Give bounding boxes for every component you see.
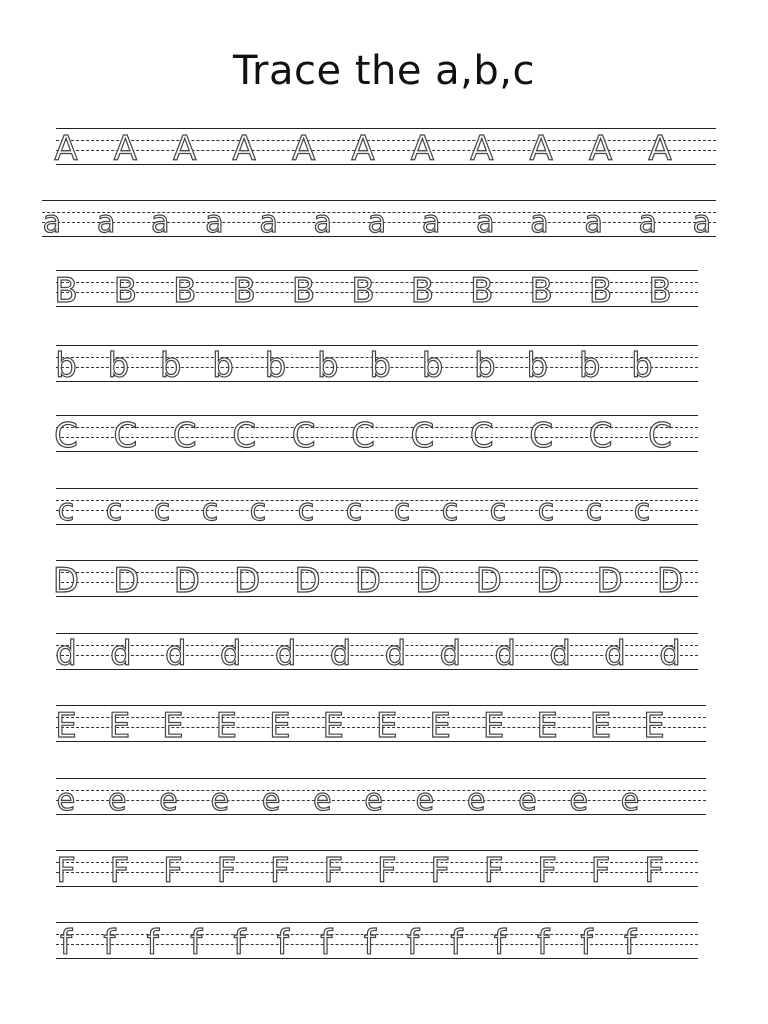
trace-letter-B: B [291, 270, 316, 311]
trace-letter-C: C [351, 415, 375, 456]
trace-letter-C: C [410, 415, 435, 456]
tracing-row-A [56, 128, 716, 198]
trace-letter-B: B [648, 270, 672, 311]
guide-line [56, 140, 716, 141]
trace-letter-a: a [692, 204, 712, 240]
trace-letter-b: b [578, 345, 601, 386]
trace-letter-a: a [151, 204, 170, 240]
trace-letter-c: c [297, 492, 315, 528]
trace-letter-E: E [269, 705, 291, 746]
trace-letter-d: d [494, 633, 517, 674]
guide-line [56, 488, 698, 489]
trace-letter-b: b [421, 345, 444, 386]
trace-letter-f: f [450, 922, 463, 963]
trace-letter-d: d [549, 633, 571, 674]
trace-letter-B: B [410, 270, 435, 311]
trace-letter-e: e [159, 782, 178, 818]
trace-letter-F: F [590, 850, 611, 891]
trace-letter-D: D [536, 560, 563, 601]
trace-letter-D: D [596, 560, 623, 601]
guide-line [56, 633, 698, 634]
trace-letter-E: E [429, 705, 451, 746]
trace-letter-C: C [529, 415, 554, 456]
trace-letter-B: B [173, 270, 197, 311]
trace-letter-A: A [351, 128, 375, 169]
trace-letter-c: c [489, 492, 507, 528]
trace-letter-c: c [537, 492, 555, 528]
trace-letter-a: a [421, 204, 441, 240]
trace-letter-c: c [633, 492, 651, 528]
trace-letter-E: E [482, 705, 505, 746]
trace-letter-A: A [648, 128, 672, 169]
trace-letter-F: F [430, 850, 450, 891]
trace-letter-a: a [96, 204, 116, 240]
trace-letter-f: f [60, 922, 72, 963]
trace-letter-c: c [441, 492, 459, 528]
trace-letter-c: c [153, 492, 171, 528]
trace-letter-e: e [620, 782, 640, 818]
trace-letter-A: A [173, 128, 197, 169]
trace-letter-f: f [103, 922, 116, 963]
trace-letter-e: e [108, 782, 127, 818]
trace-letter-A: A [588, 128, 613, 169]
trace-letter-a: a [476, 204, 495, 240]
trace-letter-B: B [351, 270, 375, 311]
trace-letter-a: a [259, 204, 278, 240]
trace-letter-a: a [638, 204, 658, 240]
tracing-row-D [52, 560, 698, 630]
trace-letter-E: E [643, 705, 665, 746]
trace-letter-c: c [345, 492, 363, 528]
trace-letter-f: f [363, 922, 376, 963]
trace-letter-f: f [320, 922, 333, 963]
trace-letter-b: b [474, 345, 496, 386]
trace-letter-d: d [659, 633, 681, 674]
trace-letter-C: C [113, 415, 138, 456]
trace-letter-E: E [162, 705, 184, 746]
trace-letter-A: A [529, 128, 553, 169]
trace-letter-D: D [234, 560, 261, 601]
trace-letter-e: e [313, 782, 332, 818]
trace-letter-B: B [529, 270, 553, 311]
trace-letter-F: F [216, 850, 237, 891]
trace-letter-d: d [604, 633, 626, 674]
tracing-row-c [56, 488, 698, 558]
trace-letter-a: a [530, 204, 549, 240]
trace-letter-E: E [589, 705, 612, 746]
trace-letter-d: d [110, 633, 132, 674]
trace-letter-F: F [163, 850, 183, 891]
trace-letter-c: c [393, 492, 411, 528]
trace-letter-b: b [159, 345, 182, 386]
trace-letter-C: C [648, 415, 672, 456]
trace-letter-B: B [232, 270, 256, 311]
trace-letter-A: A [232, 128, 256, 169]
guide-line [56, 778, 706, 779]
tracing-row-E [56, 705, 706, 775]
trace-letter-f: f [580, 922, 593, 963]
trace-letter-F: F [270, 850, 290, 891]
trace-letter-f: f [190, 922, 203, 963]
trace-letter-b: b [317, 345, 339, 386]
trace-letter-d: d [274, 633, 297, 674]
trace-letter-E: E [322, 705, 344, 746]
trace-letter-d: d [165, 633, 187, 674]
trace-letter-B: B [470, 270, 494, 311]
trace-letter-f: f [493, 922, 506, 963]
guide-line [42, 200, 716, 201]
guide-line [56, 128, 716, 129]
tracing-row-e [56, 778, 706, 848]
trace-letter-d: d [439, 633, 462, 674]
trace-letter-a: a [313, 204, 333, 240]
trace-letter-c: c [57, 492, 75, 528]
trace-letter-F: F [56, 850, 76, 891]
guide-line [56, 164, 716, 165]
trace-letter-D: D [354, 560, 382, 601]
trace-letter-d: d [55, 633, 77, 674]
trace-letter-f: f [537, 922, 550, 963]
trace-letter-e: e [364, 782, 383, 818]
trace-letter-e: e [569, 782, 588, 818]
guide-line [56, 150, 716, 151]
trace-letter-C: C [469, 415, 494, 456]
tracing-row-b [56, 345, 698, 415]
trace-letter-c: c [105, 492, 123, 528]
trace-letter-e: e [415, 782, 435, 818]
trace-letter-b: b [55, 345, 77, 386]
trace-letter-A: A [113, 128, 138, 169]
trace-letter-B: B [113, 270, 138, 311]
trace-letter-c: c [249, 492, 267, 528]
tracing-row-f [56, 922, 698, 992]
trace-letter-C: C [291, 415, 316, 456]
worksheet-title: Trace the a,b,c [232, 48, 535, 94]
trace-letter-C: C [232, 415, 257, 456]
trace-letter-f: f [624, 922, 636, 963]
tracing-row-d [56, 633, 698, 703]
trace-letter-f: f [276, 922, 289, 963]
trace-letter-D: D [656, 560, 684, 601]
trace-letter-b: b [107, 345, 130, 386]
trace-letter-C: C [172, 415, 197, 456]
trace-letter-a: a [205, 204, 224, 240]
tracing-row-F [56, 850, 698, 920]
trace-letter-B: B [54, 270, 78, 311]
trace-letter-A: A [410, 128, 435, 169]
trace-letter-c: c [585, 492, 603, 528]
trace-letter-b: b [212, 345, 234, 386]
trace-letter-E: E [375, 705, 398, 746]
trace-letter-e: e [56, 782, 76, 818]
trace-letter-a: a [42, 204, 62, 240]
trace-letter-a: a [367, 204, 387, 240]
trace-letter-E: E [215, 705, 238, 746]
trace-letter-b: b [369, 345, 391, 386]
trace-letter-F: F [109, 850, 130, 891]
trace-letter-D: D [294, 560, 321, 601]
trace-letter-B: B [588, 270, 613, 311]
trace-letter-d: d [384, 633, 407, 674]
trace-letter-E: E [55, 705, 77, 746]
trace-letter-D: D [173, 560, 200, 601]
trace-letter-b: b [526, 345, 549, 386]
trace-letter-E: E [108, 705, 131, 746]
trace-letter-D: D [415, 560, 442, 601]
trace-letter-F: F [376, 850, 397, 891]
trace-letter-f: f [146, 922, 159, 963]
tracing-row-a [42, 200, 716, 270]
trace-letter-F: F [537, 850, 557, 891]
trace-letter-b: b [264, 345, 287, 386]
trace-letter-d: d [219, 633, 242, 674]
trace-letter-A: A [54, 128, 78, 169]
trace-letter-E: E [536, 705, 558, 746]
trace-letter-C: C [54, 415, 78, 456]
trace-letter-e: e [261, 782, 281, 818]
trace-letter-D: D [113, 560, 140, 601]
trace-letter-a: a [584, 204, 603, 240]
trace-letter-b: b [631, 345, 653, 386]
tracing-row-C [56, 415, 698, 485]
trace-letter-F: F [644, 850, 664, 891]
trace-letter-D: D [475, 560, 502, 601]
trace-letter-f: f [233, 922, 246, 963]
trace-letter-A: A [470, 128, 494, 169]
trace-letter-A: A [291, 128, 316, 169]
trace-letter-F: F [483, 850, 504, 891]
tracing-row-B [56, 270, 698, 340]
trace-letter-C: C [588, 415, 613, 456]
trace-letter-e: e [518, 782, 537, 818]
trace-letter-F: F [323, 850, 344, 891]
trace-letter-e: e [466, 782, 486, 818]
trace-letter-e: e [210, 782, 230, 818]
trace-letter-d: d [329, 633, 352, 674]
trace-letter-D: D [52, 560, 80, 601]
trace-letter-f: f [407, 922, 420, 963]
trace-letter-c: c [201, 492, 219, 528]
